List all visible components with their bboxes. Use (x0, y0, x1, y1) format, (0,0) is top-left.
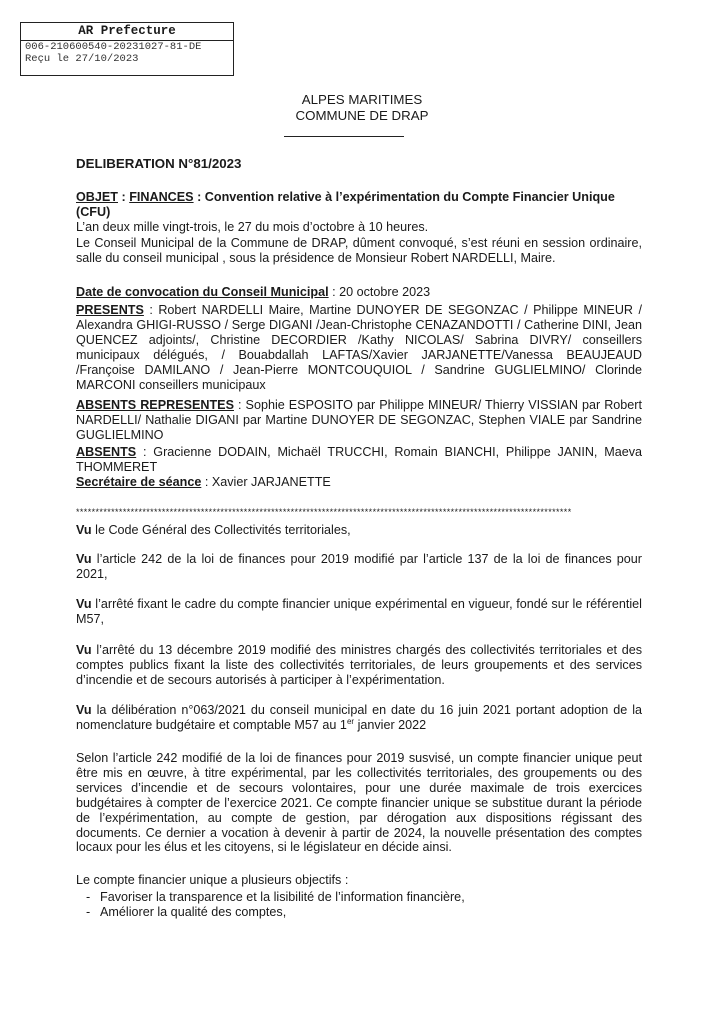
dash-bullet: - (86, 890, 91, 904)
presents-block (76, 303, 642, 392)
vu-superscript: er (346, 716, 355, 726)
convocation-label: Date de convocation du Conseil Municipal (76, 285, 329, 299)
vu-paragraph (76, 597, 642, 627)
objectives-intro: Le compte financier unique a plusieurs objectifs : (76, 873, 349, 887)
absents-label: ABSENTS (76, 445, 137, 459)
list-item (76, 890, 642, 905)
secretaire-value: : Xavier JARJANETTE (201, 475, 331, 489)
absents-representes-label: ABSENTS REPRESENTES (76, 398, 234, 412)
objective-text: Améliorer la qualité des comptes, (100, 904, 287, 919)
vu-paragraph (76, 552, 642, 582)
vu-paragraph (76, 703, 642, 733)
vu-keyword: Vu (76, 643, 92, 657)
vu-text: l’arrêté du 13 décembre 2019 modifié des ministres chargés des collectivités territoriales et des comptes publics fixant la liste des collectivités territoriales, de leurs groupements et des services d’incendie et de secours autorisés à participer à l’expérimentation. (76, 643, 642, 687)
absents-value: : Gracienne DODAIN, Michaël TRUCCHI, Romain BIANCHI, Philippe JANIN, Maeva THOMMERET (76, 445, 642, 474)
intro-date: L’an deux mille vingt-trois, le 27 du mois d’octobre à 10 heures. (76, 220, 429, 234)
header-divider (284, 136, 404, 137)
vu-text: le Code Général des Collectivités territoriales, (91, 523, 351, 537)
header-department: ALPES MARITIMES (301, 92, 423, 107)
prefecture-stamp (20, 22, 234, 76)
vu-keyword: Vu (76, 552, 92, 566)
vu-keyword: Vu (76, 523, 92, 537)
vu-text-tail: janvier 2022 (354, 717, 427, 732)
header-commune: COMMUNE DE DRAP (295, 108, 429, 123)
objective-text: Favoriser la transparence et la lisibilité de l’information financière, (100, 890, 465, 904)
vu-paragraph (76, 523, 642, 538)
vu-text: la délibération n°063/2021 du conseil municipal en date du 16 juin 2021 portant adoption de la nomenclature budgétaire et comptable M57 au 1 (76, 703, 642, 732)
absents-representes-block (76, 398, 642, 443)
presents-value: : Robert NARDELLI Maire, Martine DUNOYER DE SEGONZAC / Philippe MINEUR / Alexandra GHIGI-RUSSO / Serge DIGANI /Jean-Christophe CENAZANDOTTI / Catherine DINI, Jean QUENCEZ adjoints/, Christine DECORDIER /Kathy NICOLAS/ Sabrina DIVRY/ conseillers municipaux délégués, / Bouabdallah LAFTAS/Xavier JARJANETTE/Vanessa BEAUJEAUD /Françoise DAMILANO / Jean-Pierre MONTCOUQUIOL / Sandrine GUGLIELMINO/ Clorinde MARCONI conseillers municipaux (76, 303, 642, 392)
list-item (76, 905, 642, 920)
intro-session: Le Conseil Municipal de la Commune de DRAP, dûment convoqué, s’est réuni en session ordinaire, salle du conseil municipal , sous la présidence de Monsieur Robert NARDELLI, Maire. (76, 236, 642, 265)
convocation-value: : 20 octobre 2023 (328, 285, 431, 299)
stamp-reference: 006-210600540-20231027-81-DE (25, 41, 202, 53)
presents-label: PRESENTS (76, 303, 144, 317)
vu-text: l’article 242 de la loi de finances pour 2019 modifié par l’article 137 de la loi de finances pour 2021, (76, 552, 642, 581)
absents-block (76, 445, 642, 475)
vu-keyword: Vu (76, 703, 92, 717)
objet-line (76, 190, 642, 220)
objet-sep-2: : (193, 190, 205, 204)
vu-keyword: Vu (76, 597, 92, 611)
objet-category: FINANCES (129, 190, 194, 204)
objet-title: Convention relative à l’expérimentation du Compte Financier Unique (CFU) (76, 190, 615, 219)
absents-representes-value: : Sophie ESPOSITO par Philippe MINEUR/ Thierry VISSIAN par Robert NARDELLI/ Nathalie DIGANI par Martine DUNOYER DE SEGONZAC, Stephen VIALE par Sandrine GUGLIELMINO (76, 398, 642, 442)
objectives-list (76, 890, 642, 920)
stamp-received-date: Reçu le 27/10/2023 (25, 53, 139, 65)
objet-label: OBJET (76, 190, 118, 204)
secretaire-label: Secrétaire de séance (76, 475, 202, 489)
vu-paragraph (76, 643, 642, 688)
objet-sep-1: : (118, 190, 130, 204)
cfu-paragraph: Selon l’article 242 modifié de la loi de finances pour 2019 susvisé, un compte financier unique peut être mis en œuvre, à titre expérimental, par les collectivités territoriales, des groupements ou des services d’incendie et de secours volontaires, pour une durée maximale de trois exercices budgétaires à compter de l’exercice 2021. Ce compte financier unique se substitue durant la période de l’expérimentation, au compte de gestion, par dérogation aux dispositions régissant des documents. Ce dernier a vocation à devenir à partir de 2024, la nouvelle présentation des comptes locaux pour les élus et les citoyens, si le législateur en décide ainsi. (76, 751, 642, 855)
secretaire-line (76, 475, 642, 490)
vu-text: l’arrêté fixant le cadre du compte financier unique expérimental en vigueur, fondé sur le référentiel M57, (76, 597, 642, 626)
objectives-list-wrap (76, 890, 642, 920)
deliberation-number: DELIBERATION N°81/2023 (76, 156, 242, 171)
asterisk-separator: ******************************************************************************************************************************* (76, 508, 572, 516)
stamp-title: AR Prefecture (21, 23, 233, 41)
dash-bullet: - (86, 904, 91, 919)
convocation-line (76, 285, 642, 300)
